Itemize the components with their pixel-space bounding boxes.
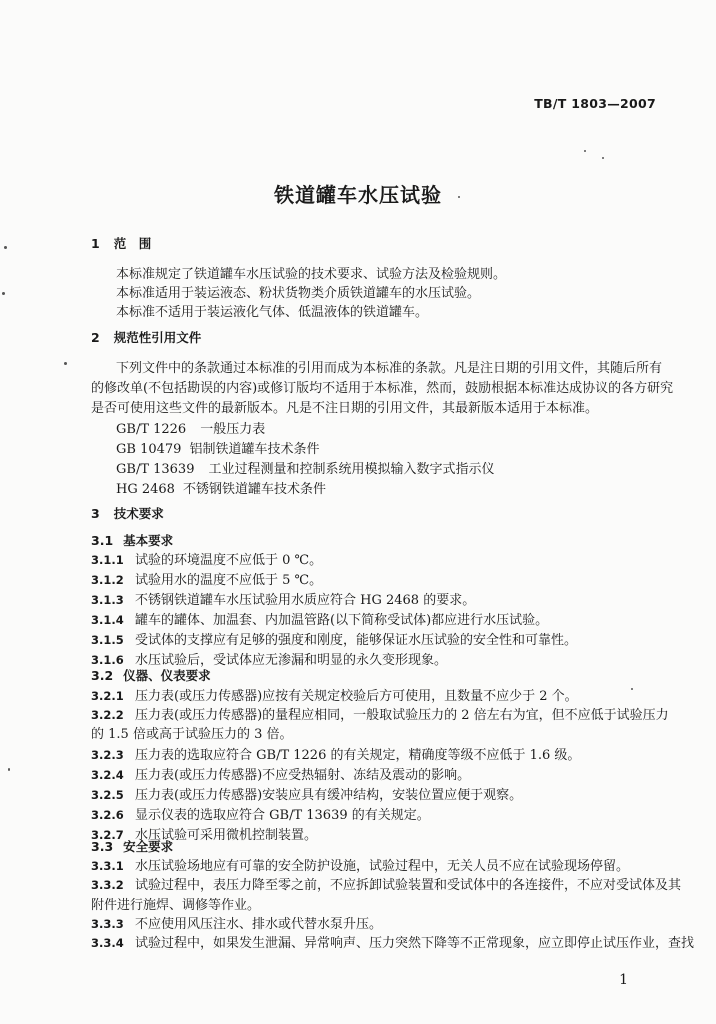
- clause: [91, 569, 322, 588]
- clause: [91, 549, 322, 568]
- subsection-3-2-heading: [91, 666, 211, 684]
- clause-number: 3.3.2: [91, 878, 124, 892]
- subsection-title: 基本要求: [123, 533, 174, 548]
- clause-number: 3.2.3: [91, 748, 124, 762]
- clause-number: 3.1.5: [91, 633, 124, 647]
- clause-text: 不锈钢铁道罐车水压试验用水质应符合 HG 2468 的要求。: [135, 593, 476, 608]
- clause-number: 3.2.5: [91, 788, 124, 802]
- clause-number: 3.2.2: [91, 708, 124, 722]
- subsection-3-3-heading: [91, 837, 173, 855]
- reference-title: 铝制铁道罐车技术条件: [189, 442, 320, 457]
- clause-number: 3.1.4: [91, 613, 124, 627]
- clause-text: 试验用水的温度不应低于 5 ℃。: [135, 573, 323, 588]
- section-3-heading: [91, 504, 164, 522]
- clause-text: 压力表(或压力传感器)不应受热辐射、冻结及震动的影响。: [135, 768, 471, 783]
- clause-text: 罐车的罐体、加温套、内加温管路(以下简称受试体)都应进行水压试验。: [135, 613, 549, 628]
- clause-text: 受试体的支撑应有足够的强度和刚度，能够保证水压试验的安全性和可靠性。: [135, 633, 578, 648]
- clause-number: 3.1.2: [91, 573, 124, 587]
- reference-code: GB/T 1226: [116, 422, 187, 437]
- clause: [91, 804, 430, 823]
- clause-number: 3.2.4: [91, 768, 124, 782]
- clause: [91, 685, 578, 704]
- clause: [91, 764, 470, 783]
- scan-speck: [4, 246, 7, 249]
- section-title: 规范性引用文件: [113, 330, 202, 345]
- clause: [91, 913, 382, 932]
- scan-speck: [584, 150, 586, 152]
- section-number: 1: [91, 236, 100, 251]
- scan-speck: [631, 688, 633, 690]
- section-number: 3: [91, 506, 100, 521]
- clause-number: 3.2.6: [91, 808, 124, 822]
- scan-speck: [2, 292, 5, 295]
- clause: [91, 784, 522, 803]
- clause-text: 显示仪表的选取应符合 GB/T 13639 的有关规定。: [135, 808, 430, 823]
- section-1-heading: [91, 234, 151, 252]
- section-2-heading: [91, 328, 201, 346]
- scan-speck: [8, 768, 10, 771]
- clause-text: 试验的环境温度不应低于 0 ℃。: [135, 553, 323, 568]
- body-line: 的修改单(不包括勘误的内容)或修订版均不适用于本标准，然而，鼓励根据本标准达成协议的各方研究: [91, 381, 674, 396]
- clause: [91, 874, 681, 893]
- scan-speck: [64, 362, 67, 365]
- page-number: 1: [619, 972, 628, 988]
- reference-title: 一般压力表: [200, 422, 266, 437]
- reference-item: [116, 458, 495, 477]
- clause-number: 3.2.1: [91, 689, 124, 703]
- clause-number: 3.1.1: [91, 553, 124, 567]
- clause-number: 3.3.4: [91, 936, 124, 950]
- body-line: 本标准适用于装运液态、粉状货物类介质铁道罐车的水压试验。: [116, 286, 481, 301]
- clause-number: 3.1.6: [91, 653, 124, 667]
- reference-code: GB/T 13639: [116, 462, 195, 477]
- body-line: 本标准规定了铁道罐车水压试验的技术要求、试验方法及检验规则。: [116, 267, 507, 282]
- clause: [91, 744, 580, 763]
- reference-title: 不锈钢铁道罐车技术条件: [182, 482, 326, 497]
- clause: [91, 629, 577, 648]
- subsection-number: 3.1: [91, 533, 114, 548]
- clause-number: 3.1.3: [91, 593, 124, 607]
- subsection-number: 3.3: [91, 839, 114, 854]
- clause-text: 压力表(或压力传感器)安装应具有缓冲结构，安装位置应便于观察。: [135, 788, 523, 803]
- clause-text: 水压试验场地应有可靠的安全防护设施，试验过程中，无关人员不应在试验现场停留。: [135, 859, 630, 874]
- section-title: 技术要求: [113, 506, 164, 521]
- clause: [91, 704, 669, 723]
- reference-code: HG 2468: [116, 482, 175, 497]
- clause-text: 水压试验可采用微机控制装置。: [135, 828, 318, 843]
- clause-continuation: 的 1.5 倍或高于试验压力的 3 倍。: [91, 727, 293, 742]
- clause-text: 压力表(或压力传感器)的量程应相同，一般取试验压力的 2 倍左右为宜，但不应低于试验压力: [135, 708, 669, 723]
- reference-item: [116, 438, 319, 457]
- body-line: 本标准不适用于装运液化气体、低温液体的铁道罐车。: [116, 305, 429, 320]
- reference-item: [116, 478, 326, 497]
- clause-text: 压力表(或压力传感器)应按有关规定校验后方可使用，且数量不应少于 2 个。: [135, 689, 578, 704]
- clause-number: 3.3.1: [91, 859, 124, 873]
- clause: [91, 932, 694, 951]
- section-title: 范 围: [113, 236, 152, 251]
- clause-text: 试验过程中，如果发生泄漏、异常响声、压力突然下降等不正常现象，应立即停止试压作业，查找: [135, 936, 695, 951]
- reference-code: GB 10479: [116, 442, 182, 457]
- standard-number-header: TB/T 1803—2007: [534, 96, 656, 111]
- clause-text: 不应使用风压注水、排水或代替水泵升压。: [135, 917, 383, 932]
- subsection-title: 仪器、仪表要求: [123, 668, 211, 683]
- subsection-3-1-heading: [91, 531, 173, 549]
- clause-number: 3.3.3: [91, 917, 124, 931]
- reference-item: [116, 418, 265, 437]
- clause-text: 压力表的选取应符合 GB/T 1226 的有关规定，精确度等级不应低于 1.6 级。: [135, 748, 581, 763]
- clause: [91, 589, 475, 608]
- clause: [91, 855, 629, 874]
- subsection-title: 安全要求: [123, 839, 174, 854]
- subsection-number: 3.2: [91, 668, 114, 683]
- clause: [91, 609, 548, 628]
- body-line: 下列文件中的条款通过本标准的引用而成为本标准的条款。凡是注日期的引用文件，其随后所有: [116, 361, 663, 376]
- scan-speck: [602, 157, 604, 159]
- clause-number: 3.2.7: [91, 828, 124, 842]
- clause-continuation: 附件进行施焊、调修等作业。: [91, 898, 261, 913]
- document-title: 铁道罐车水压试验: [274, 183, 442, 207]
- body-line: 是否可使用这些文件的最新版本。凡是不注日期的引用文件，其最新版本适用于本标准。: [91, 401, 599, 416]
- section-number: 2: [91, 330, 100, 345]
- clause-text: 水压试验后，受试体应无渗漏和明显的永久变形现象。: [135, 653, 448, 668]
- scan-speck: [458, 196, 460, 198]
- reference-title: 工业过程测量和控制系统用模拟输入数字式指示仪: [208, 462, 495, 477]
- clause-text: 试验过程中，表压力降至零之前，不应拆卸试验装置和受试体中的各连接件，不应对受试体及其: [135, 878, 682, 893]
